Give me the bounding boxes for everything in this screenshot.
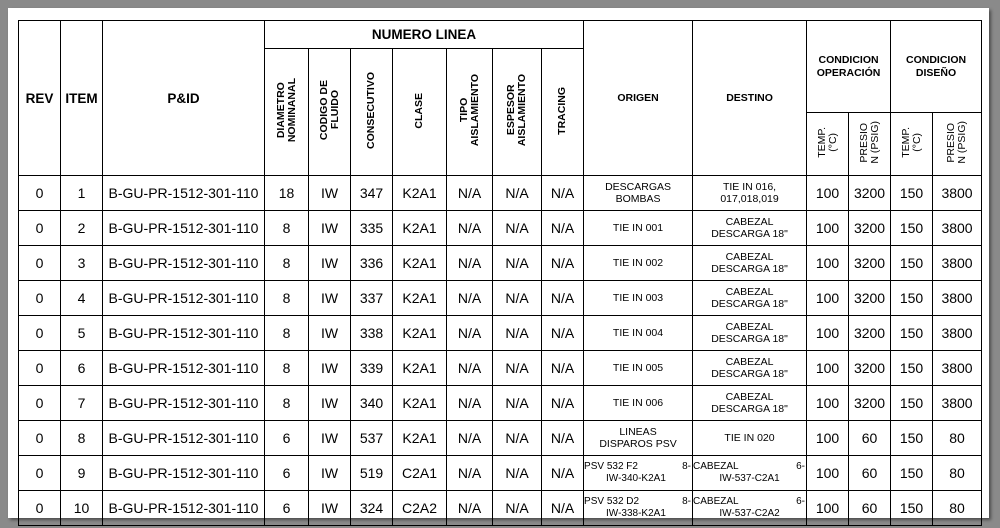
tipo-cell: N/A (447, 491, 493, 526)
tipo-cell: N/A (447, 351, 493, 386)
espesor-cell: N/A (493, 211, 542, 246)
op-temp-cell: 100 (807, 421, 849, 456)
rev-cell: 0 (19, 211, 61, 246)
tracing-cell: N/A (542, 281, 584, 316)
rev-cell: 0 (19, 281, 61, 316)
header-op-presion: PRESIO N (PSIG) (849, 113, 891, 176)
espesor-cell: N/A (493, 456, 542, 491)
consecutivo-cell: 347 (351, 176, 393, 211)
origen-cell: PSV 532 D2 8- IW-338-K2A1 (584, 491, 693, 526)
origen-cell: TIE IN 006 (584, 386, 693, 421)
consecutivo-cell: 519 (351, 456, 393, 491)
header-destino: DESTINO (693, 21, 807, 176)
dis-temp-cell: 150 (891, 386, 933, 421)
codigo-cell: IW (309, 316, 351, 351)
origen-cell: TIE IN 002 (584, 246, 693, 281)
dis-temp-cell: 150 (891, 421, 933, 456)
codigo-cell: IW (309, 386, 351, 421)
table-row (19, 246, 982, 281)
table-row (19, 211, 982, 246)
dis-temp-cell: 150 (891, 491, 933, 526)
dis-temp-cell: 150 (891, 456, 933, 491)
dis-presion-cell: 80 (933, 456, 982, 491)
destino-cell: CABEZAL DESCARGA 18" (693, 386, 807, 421)
item-cell: 4 (61, 281, 103, 316)
espesor-cell: N/A (493, 176, 542, 211)
clase-cell: K2A1 (393, 421, 447, 456)
rev-cell: 0 (19, 456, 61, 491)
codigo-cell: IW (309, 456, 351, 491)
dis-presion-cell: 3800 (933, 176, 982, 211)
dis-presion-cell: 3800 (933, 281, 982, 316)
header-numero-linea: NUMERO LINEA (265, 21, 584, 49)
codigo-cell: IW (309, 176, 351, 211)
consecutivo-cell: 339 (351, 351, 393, 386)
pid-cell: B-GU-PR-1512-301-110 (103, 176, 265, 211)
rev-cell: 0 (19, 421, 61, 456)
tipo-cell: N/A (447, 211, 493, 246)
diametro-cell: 8 (265, 211, 309, 246)
op-presion-cell: 3200 (849, 351, 891, 386)
table-row (19, 316, 982, 351)
codigo-cell: IW (309, 211, 351, 246)
item-cell: 10 (61, 491, 103, 526)
codigo-cell: IW (309, 491, 351, 526)
diametro-cell: 6 (265, 491, 309, 526)
document-sheet (8, 8, 989, 518)
item-cell: 7 (61, 386, 103, 421)
espesor-cell: N/A (493, 246, 542, 281)
diametro-cell: 8 (265, 351, 309, 386)
item-cell: 9 (61, 456, 103, 491)
dis-temp-cell: 150 (891, 281, 933, 316)
dis-presion-cell: 3800 (933, 316, 982, 351)
destino-cell: TIE IN 020 (693, 421, 807, 456)
rev-cell: 0 (19, 246, 61, 281)
table-row (19, 281, 982, 316)
item-cell: 2 (61, 211, 103, 246)
diametro-cell: 8 (265, 386, 309, 421)
diametro-cell: 8 (265, 316, 309, 351)
op-presion-cell: 3200 (849, 281, 891, 316)
pid-cell: B-GU-PR-1512-301-110 (103, 281, 265, 316)
origen-cell: TIE IN 005 (584, 351, 693, 386)
tipo-cell: N/A (447, 386, 493, 421)
clase-cell: K2A1 (393, 211, 447, 246)
destino-cell: CABEZAL DESCARGA 18" (693, 246, 807, 281)
op-temp-cell: 100 (807, 211, 849, 246)
item-cell: 3 (61, 246, 103, 281)
table-row (19, 386, 982, 421)
header-condicion-diseno: CONDICION DISEÑO (891, 21, 982, 113)
diametro-cell: 6 (265, 456, 309, 491)
tipo-cell: N/A (447, 456, 493, 491)
espesor-cell: N/A (493, 491, 542, 526)
dis-presion-cell: 3800 (933, 211, 982, 246)
table-row (19, 351, 982, 386)
tipo-cell: N/A (447, 246, 493, 281)
header-espesor-aislamiento: ESPESOR AISLAMIENTO (493, 49, 542, 176)
tracing-cell: N/A (542, 386, 584, 421)
tracing-cell: N/A (542, 316, 584, 351)
tipo-cell: N/A (447, 421, 493, 456)
pid-cell: B-GU-PR-1512-301-110 (103, 316, 265, 351)
destino-cell: CABEZAL DESCARGA 18" (693, 316, 807, 351)
pid-cell: B-GU-PR-1512-301-110 (103, 246, 265, 281)
dis-presion-cell: 3800 (933, 246, 982, 281)
codigo-cell: IW (309, 246, 351, 281)
diametro-cell: 18 (265, 176, 309, 211)
op-presion-cell: 3200 (849, 316, 891, 351)
pid-cell: B-GU-PR-1512-301-110 (103, 456, 265, 491)
item-cell: 5 (61, 316, 103, 351)
clase-cell: K2A1 (393, 176, 447, 211)
destino-cell: CABEZAL 6- IW-537-C2A1 (693, 456, 807, 491)
line-list-table (18, 20, 982, 526)
consecutivo-cell: 340 (351, 386, 393, 421)
destino-cell: CABEZAL DESCARGA 18" (693, 351, 807, 386)
tracing-cell: N/A (542, 491, 584, 526)
op-temp-cell: 100 (807, 491, 849, 526)
header-codigo-fluido: CODIGO DE FLUIDO (309, 49, 351, 176)
item-cell: 8 (61, 421, 103, 456)
origen-cell: PSV 532 F2 8- IW-340-K2A1 (584, 456, 693, 491)
clase-cell: K2A1 (393, 246, 447, 281)
rev-cell: 0 (19, 351, 61, 386)
op-presion-cell: 3200 (849, 386, 891, 421)
consecutivo-cell: 335 (351, 211, 393, 246)
tracing-cell: N/A (542, 211, 584, 246)
codigo-cell: IW (309, 421, 351, 456)
diametro-cell: 8 (265, 246, 309, 281)
op-temp-cell: 100 (807, 456, 849, 491)
pid-cell: B-GU-PR-1512-301-110 (103, 491, 265, 526)
pid-cell: B-GU-PR-1512-301-110 (103, 351, 265, 386)
dis-presion-cell: 80 (933, 421, 982, 456)
tracing-cell: N/A (542, 351, 584, 386)
header-dis-presion: PRESIO N (PSIG) (933, 113, 982, 176)
tipo-cell: N/A (447, 316, 493, 351)
tipo-cell: N/A (447, 281, 493, 316)
pid-cell: B-GU-PR-1512-301-110 (103, 386, 265, 421)
pid-cell: B-GU-PR-1512-301-110 (103, 421, 265, 456)
codigo-cell: IW (309, 281, 351, 316)
tracing-cell: N/A (542, 176, 584, 211)
dis-temp-cell: 150 (891, 351, 933, 386)
op-temp-cell: 100 (807, 246, 849, 281)
tipo-cell: N/A (447, 176, 493, 211)
op-temp-cell: 100 (807, 386, 849, 421)
dis-presion-cell: 80 (933, 491, 982, 526)
codigo-cell: IW (309, 351, 351, 386)
header-consecutivo: CONSECUTIVO (351, 49, 393, 176)
origen-cell: TIE IN 004 (584, 316, 693, 351)
clase-cell: K2A1 (393, 316, 447, 351)
header-op-temp: TEMP. (°C) (807, 113, 849, 176)
header-tracing: TRACING (542, 49, 584, 176)
consecutivo-cell: 337 (351, 281, 393, 316)
espesor-cell: N/A (493, 316, 542, 351)
rev-cell: 0 (19, 176, 61, 211)
rev-cell: 0 (19, 491, 61, 526)
op-presion-cell: 3200 (849, 246, 891, 281)
origen-cell: TIE IN 001 (584, 211, 693, 246)
op-temp-cell: 100 (807, 351, 849, 386)
espesor-cell: N/A (493, 386, 542, 421)
rev-cell: 0 (19, 316, 61, 351)
header-rev: REV (19, 21, 61, 176)
destino-cell: TIE IN 016, 017,018,019 (693, 176, 807, 211)
origen-cell: DESCARGAS BOMBAS (584, 176, 693, 211)
header-condicion-operacion: CONDICION OPERACIÓN (807, 21, 891, 113)
header-dis-temp: TEMP. (°C) (891, 113, 933, 176)
header-diametro: DIAMETRO NOMINANAL (265, 49, 309, 176)
rev-cell: 0 (19, 386, 61, 421)
dis-presion-cell: 3800 (933, 386, 982, 421)
table-row (19, 491, 982, 526)
header-pid: P&ID (103, 21, 265, 176)
op-presion-cell: 3200 (849, 176, 891, 211)
destino-cell: CABEZAL 6- IW-537-C2A2 (693, 491, 807, 526)
diametro-cell: 6 (265, 421, 309, 456)
op-temp-cell: 100 (807, 281, 849, 316)
op-presion-cell: 3200 (849, 211, 891, 246)
origen-cell: TIE IN 003 (584, 281, 693, 316)
table-row (19, 456, 982, 491)
dis-temp-cell: 150 (891, 316, 933, 351)
clase-cell: K2A1 (393, 351, 447, 386)
op-presion-cell: 60 (849, 456, 891, 491)
header-tipo-aislamiento: TIPO AISLAMIENTO (447, 49, 493, 176)
espesor-cell: N/A (493, 281, 542, 316)
clase-cell: K2A1 (393, 281, 447, 316)
header-origen: ORIGEN (584, 21, 693, 176)
destino-cell: CABEZAL DESCARGA 18" (693, 281, 807, 316)
op-presion-cell: 60 (849, 421, 891, 456)
op-presion-cell: 60 (849, 491, 891, 526)
clase-cell: C2A2 (393, 491, 447, 526)
table-row (19, 421, 982, 456)
clase-cell: C2A1 (393, 456, 447, 491)
tracing-cell: N/A (542, 246, 584, 281)
espesor-cell: N/A (493, 421, 542, 456)
dis-temp-cell: 150 (891, 246, 933, 281)
destino-cell: CABEZAL DESCARGA 18" (693, 211, 807, 246)
dis-temp-cell: 150 (891, 176, 933, 211)
op-temp-cell: 100 (807, 316, 849, 351)
consecutivo-cell: 324 (351, 491, 393, 526)
origen-cell: LINEAS DISPAROS PSV (584, 421, 693, 456)
consecutivo-cell: 537 (351, 421, 393, 456)
consecutivo-cell: 336 (351, 246, 393, 281)
espesor-cell: N/A (493, 351, 542, 386)
dis-presion-cell: 3800 (933, 351, 982, 386)
table-row (19, 176, 982, 211)
diametro-cell: 8 (265, 281, 309, 316)
pid-cell: B-GU-PR-1512-301-110 (103, 211, 265, 246)
item-cell: 6 (61, 351, 103, 386)
header-item: ITEM (61, 21, 103, 176)
dis-temp-cell: 150 (891, 211, 933, 246)
header-clase: CLASE (393, 49, 447, 176)
clase-cell: K2A1 (393, 386, 447, 421)
op-temp-cell: 100 (807, 176, 849, 211)
consecutivo-cell: 338 (351, 316, 393, 351)
item-cell: 1 (61, 176, 103, 211)
tracing-cell: N/A (542, 456, 584, 491)
tracing-cell: N/A (542, 421, 584, 456)
